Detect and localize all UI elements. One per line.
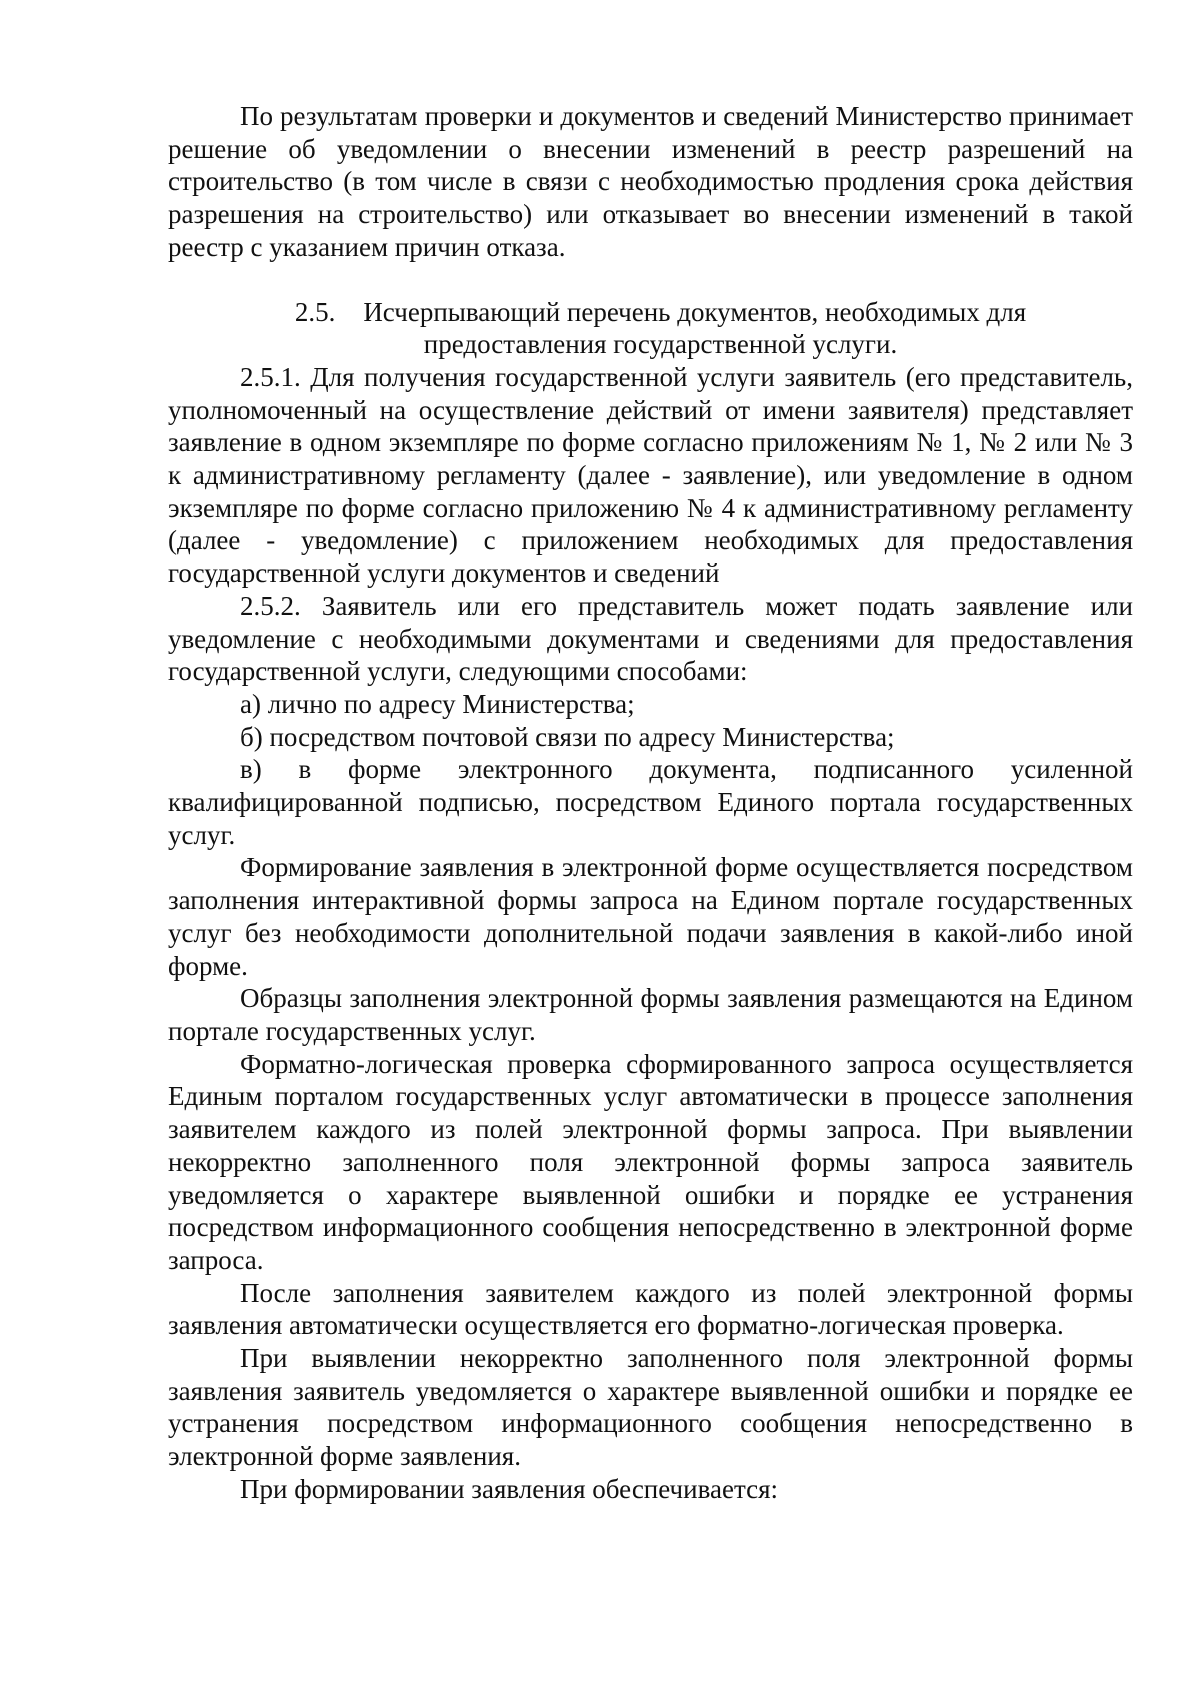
list-item-b: б) посредством почтовой связи по адресу Министерства; bbox=[240, 721, 895, 752]
paragraph-2-5-2: 2.5.2. Заявитель или его представитель может подать заявление или уведомление с необходимыми документами и сведениями для предоставления государственной услуги, следующими способами: bbox=[168, 590, 1133, 687]
section-heading bbox=[168, 296, 1133, 361]
paragraph-decision: По результатам проверки и документов и сведений Министерство принимает решение об уведомлении о внесении изменений в реестр разрешений на строительство (в том числе в связи с необходимостью продления срока действия разрешения на строительство) или отказывает во внесении изменений в такой реестр с указанием причин отказа. bbox=[168, 101, 1133, 262]
section-title-line1: Исчерпывающий перечень документов, необходимых для bbox=[363, 296, 1027, 327]
section-heading-line1 bbox=[188, 296, 1133, 329]
paragraph-2-5-1: 2.5.1. Для получения государственной услуги заявитель (его представитель, уполномоченный на осуществление действий от имени заявителя) представляет заявление в одном экземпляре по форме согласно приложениям № 1, № 2 или № 3 к административному регламенту (далее - заявление), или уведомление в одном экземпляре по форме согласно приложению № 4 к административному регламенту (далее - уведомление) с приложением необходимых для предоставления государственной услуги документов и сведений bbox=[168, 361, 1133, 589]
list-item-c: в) в форме электронного документа, подписанного усиленной квалифицированной подписью, посредством Единого портала государственных услуг. bbox=[168, 754, 1133, 850]
paragraph-forming: Формирование заявления в электронной форме осуществляется посредством заполнения интерактивной формы запроса на Едином портале государственных услуг без необходимости дополнительной подачи заявления в какой-либо иной форме. bbox=[168, 852, 1133, 981]
list-item-a: а) лично по адресу Министерства; bbox=[240, 688, 635, 719]
paragraph-incorrect-field: При выявлении некорректно заполненного поля электронной формы заявления заявитель уведомляется о характере выявленной ошибки и порядке ее устранения посредством информационного сообщения непосредственно в электронной форме заявления. bbox=[168, 1343, 1133, 1472]
paragraph-provided: При формировании заявления обеспечивается: bbox=[240, 1473, 778, 1504]
paragraph-after-filling: После заполнения заявителем каждого из полей электронной формы заявления автоматически осуществляется его форматно-логическая проверка. bbox=[168, 1277, 1133, 1341]
paragraph-samples: Образцы заполнения электронной формы заявления размещаются на Едином портале государственных услуг. bbox=[168, 983, 1133, 1046]
document-page bbox=[168, 100, 1133, 1506]
paragraph-format-check: Форматно-логическая проверка сформированного запроса осуществляется Единым порталом государственных услуг автоматически в процессе заполнения заявителем каждого из полей электронной формы запроса. При выявлении некорректно заполненного поля электронной формы запроса заявитель уведомляется о характере выявленной ошибки и порядке ее устранения посредством информационного сообщения непосредственно в электронной форме запроса. bbox=[168, 1048, 1133, 1275]
section-number: 2.5. bbox=[294, 296, 336, 327]
section-title-line2: предоставления государственной услуги. bbox=[423, 329, 898, 360]
